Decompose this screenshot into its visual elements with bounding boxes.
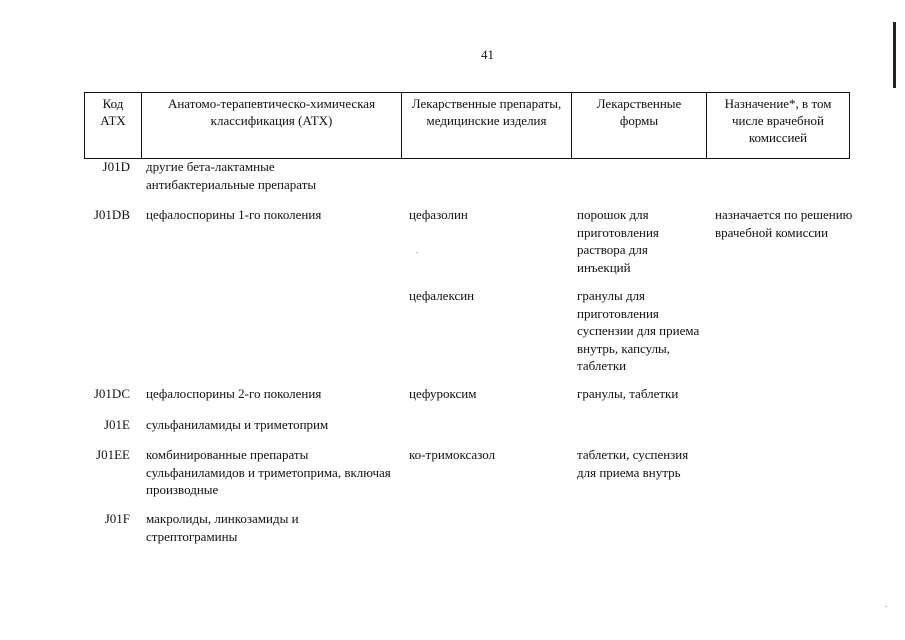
page-number: 41 [481, 47, 494, 62]
row-atc: комбинированные препараты сульфаниламидов и триметоприма, включая производные [146, 447, 391, 497]
row-drug: цефалексин [409, 288, 475, 303]
row-code: J01E [104, 417, 130, 432]
header-purpose: Назначение*, в том числе врачебной комиссией [706, 93, 850, 158]
row-atc: цефалоспорины 2-го поколения [146, 386, 322, 401]
row-purpose: назначается по решению врачебной комиссии [715, 207, 853, 240]
row-forms: порошок для приготовления раствора для инъекций [577, 207, 659, 275]
row-code: J01EE [96, 447, 130, 462]
row-code: J01D [102, 159, 130, 174]
row-forms: гранулы для приготовления суспензии для приема внутрь, капсулы, таблетки [577, 288, 700, 373]
scan-speck [885, 606, 887, 607]
row-drug: цефуроксим [409, 386, 477, 401]
row-drug: ко-тримоксазол [409, 447, 496, 462]
row-atc: цефалоспорины 1-го поколения [146, 207, 322, 222]
row-forms: гранулы, таблетки [577, 386, 679, 401]
row-atc: другие бета-лактамные антибактериальные препараты [146, 159, 317, 192]
header-drugs: Лекарственные препараты, медицинские изделия [401, 93, 571, 158]
row-code: J01F [104, 511, 130, 526]
row-atc: сульфаниламиды и триметоприм [146, 417, 329, 432]
scan-edge-mark [893, 22, 896, 88]
header-atc: Анатомо-терапевтическо-химическая классификация (АТХ) [141, 93, 401, 158]
header-code: Код АТХ [84, 93, 141, 158]
row-code: J01DB [93, 207, 130, 222]
row-drug: цефазолин [409, 207, 468, 222]
row-code: J01DC [93, 386, 130, 401]
header-forms: Лекарственные формы [571, 93, 706, 158]
row-atc: макролиды, линкозамиды и стрептограмины [146, 511, 299, 544]
row-forms: таблетки, суспензия для приема внутрь [577, 447, 689, 480]
scan-speck [416, 252, 418, 253]
table-header [84, 92, 850, 159]
